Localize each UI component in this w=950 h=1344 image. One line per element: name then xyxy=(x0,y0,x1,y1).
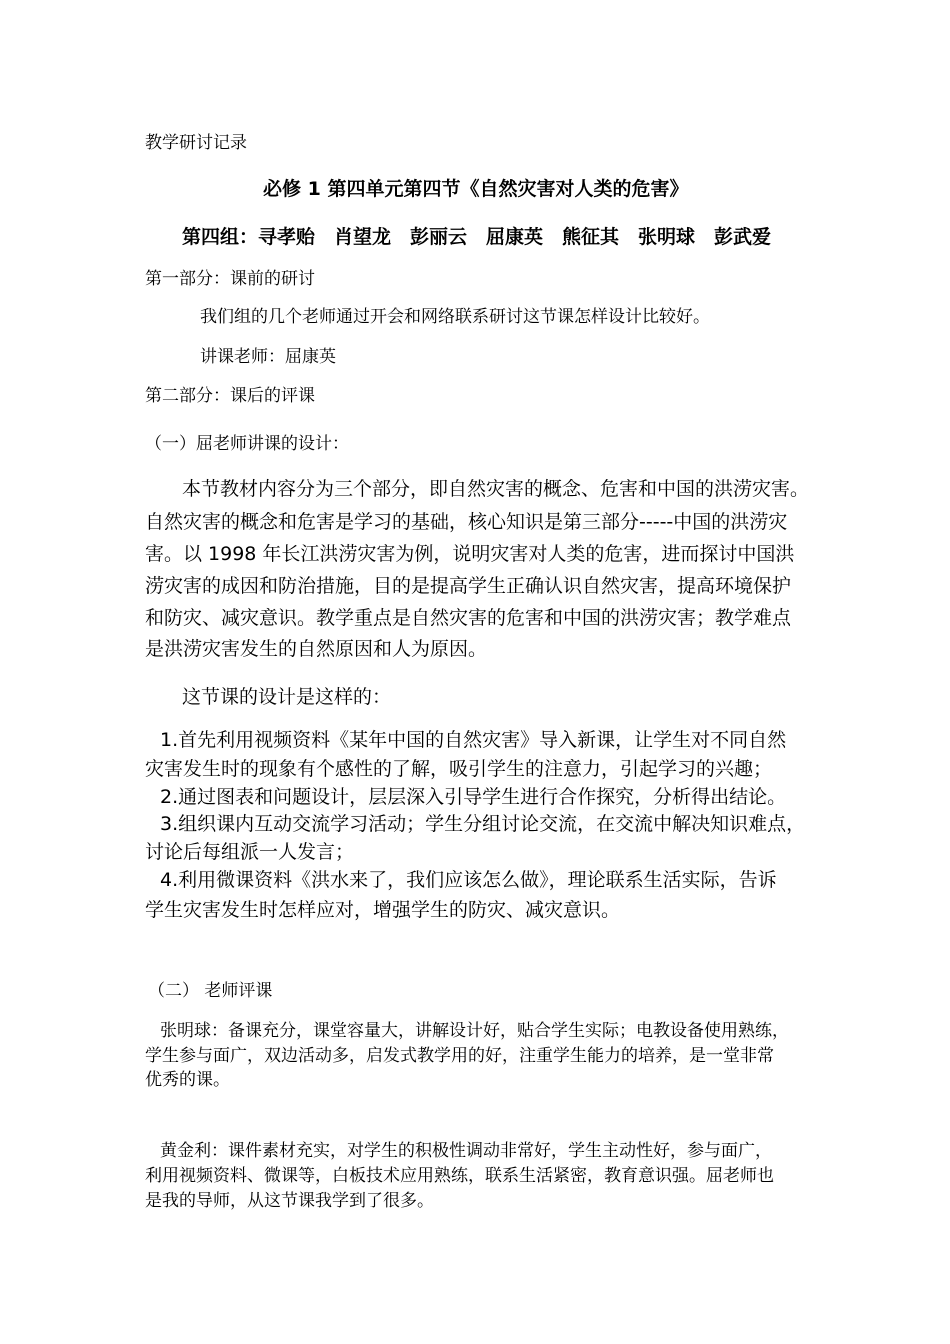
design-step-line: 4.利用微课资料《洪水来了，我们应该怎么做》，理论联系生活实际，告诉 xyxy=(160,869,777,891)
review-line: 学生参与面广，双边活动多，启发式教学用的好，注重学生能力的培养，是一堂非常 xyxy=(145,1046,774,1066)
design-step-line: 灾害发生时的现象有个感性的了解，吸引学生的注意力，引起学习的兴趣； xyxy=(145,758,773,780)
review-line: 张明球：备课充分，课堂容量大，讲解设计好，贴合学生实际；电教设备使用熟练， xyxy=(160,1021,789,1041)
intro-line: 自然灾害的概念和危害是学习的基础，核心知识是第三部分-----中国的洪涝灾 xyxy=(145,511,788,533)
document-header: 教学研讨记录 xyxy=(145,133,247,153)
part2-heading: 第二部分：课后的评课 xyxy=(145,386,315,406)
intro-line: 是洪涝灾害发生的自然原因和人为原因。 xyxy=(145,638,488,660)
intro-line: 本节教材内容分为三个部分，即自然灾害的概念、危害和中国的洪涝灾害。 xyxy=(182,478,810,500)
design-step-line: 1.首先利用视频资料《某年中国的自然灾害》导入新课，让学生对不同自然 xyxy=(160,729,787,751)
design-step-line: 学生灾害发生时怎样应对，增强学生的防灾、减灾意识。 xyxy=(145,899,621,921)
design-step-line: 3.组织课内互动交流学习活动；学生分组讨论交流，在交流中解决知识难点， xyxy=(160,813,806,835)
review-line: 利用视频资料、微课等，白板技术应用熟练，联系生活紧密，教育意识强。屈老师也 xyxy=(145,1166,774,1186)
design-step-line: 讨论后每组派一人发言； xyxy=(145,841,355,863)
review-line: 是我的导师，从这节课我学到了很多。 xyxy=(145,1191,434,1211)
subsection-1-heading: （一）屈老师讲课的设计： xyxy=(145,434,349,454)
document-title: 必修 1 第四单元第四节《自然灾害对人类的危害》 xyxy=(263,178,689,200)
intro-line: 和防灾、减灾意识。教学重点是自然灾害的危害和中国的洪涝灾害；教学难点 xyxy=(145,607,792,629)
lecturer-line: 讲课老师：屈康英 xyxy=(200,347,336,367)
design-lead: 这节课的设计是这样的： xyxy=(182,686,392,708)
part1-heading: 第一部分：课前的研讨 xyxy=(145,269,315,289)
intro-line: 涝灾害的成因和防治措施，目的是提高学生正确认识自然灾害，提高环境保护 xyxy=(145,575,792,597)
review-line: 优秀的课。 xyxy=(145,1070,230,1090)
design-step-line: 2.通过图表和问题设计，层层深入引导学生进行合作探究，分析得出结论。 xyxy=(160,786,787,808)
intro-line: 害。以 1998 年长江洪涝灾害为例，说明灾害对人类的危害，进而探讨中国洪 xyxy=(145,543,795,565)
part1-paragraph: 我们组的几个老师通过开会和网络联系研讨这节课怎样设计比较好。 xyxy=(200,307,710,327)
subsection-2-heading: （二） 老师评课 xyxy=(148,981,273,1001)
review-line: 黄金利：课件素材充实，对学生的积极性调动非常好，学生主动性好，参与面广， xyxy=(160,1141,772,1161)
group-members: 第四组：寻孝贻 肖望龙 彭丽云 屈康英 熊征其 张明球 彭武爱 xyxy=(182,226,772,248)
